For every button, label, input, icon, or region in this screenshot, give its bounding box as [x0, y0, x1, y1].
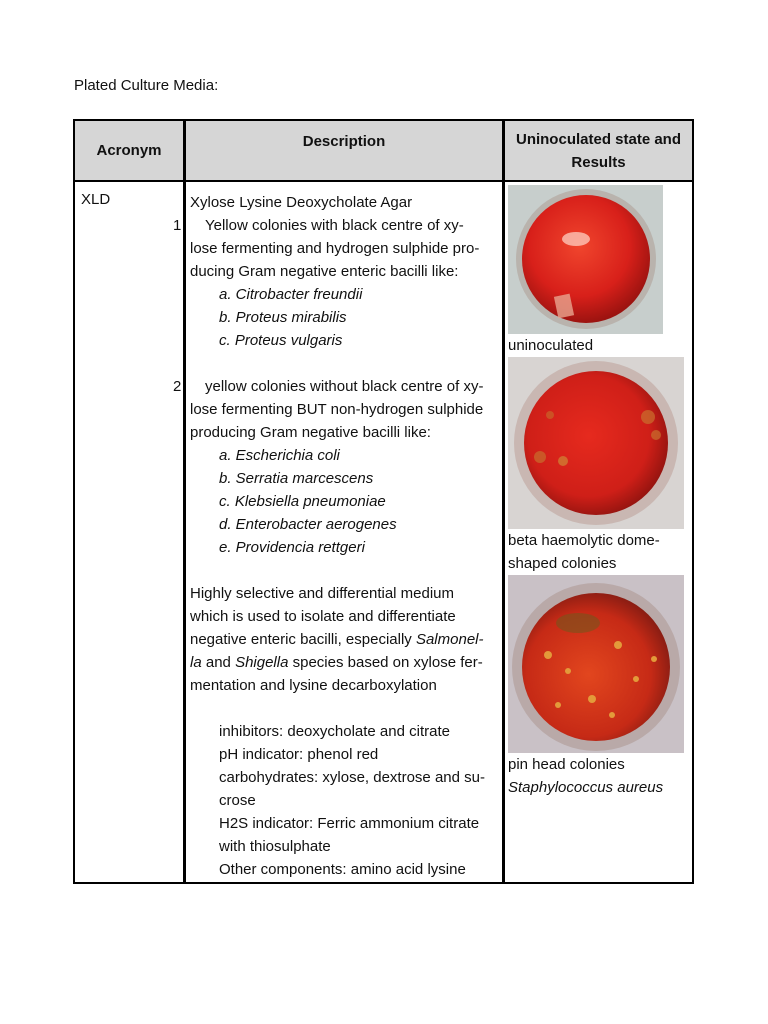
acronym-cell: XLD [81, 191, 111, 208]
point1-line1: 1 Yellow colonies with black centre of xy- [190, 214, 496, 237]
example-organism: a. Citrobacter freundii [219, 286, 363, 303]
point2-line2: lose fermenting BUT non-hydrogen sulphide [190, 401, 484, 418]
results-cell [508, 185, 692, 799]
caption-beta-haemolytic-1: beta haemolytic dome- [508, 532, 660, 549]
pin-head-colonies-plate-photo [508, 575, 684, 753]
point2-line3: producing Gram negative bacilli like: [190, 424, 431, 441]
example-organism: c. Proteus vulgaris [219, 332, 343, 349]
summary-line: which is used to isolate and differentiate [190, 608, 456, 625]
point1-number: 1 [173, 217, 182, 234]
caption-pin-head: pin head colonies [508, 756, 625, 773]
point1-line3: ducing Gram negative enteric bacilli like: [190, 263, 459, 280]
description-cell [173, 191, 496, 881]
component-line: crose [219, 792, 256, 809]
point1-line2: lose fermenting and hydrogen sulphide pro- [190, 240, 480, 257]
column-divider [183, 121, 186, 882]
component-line: with thiosulphate [219, 838, 331, 855]
summary-line: la and Shigella species based on xylose fer- [190, 654, 483, 671]
summary-line: mentation and lysine decarboxylation [190, 677, 437, 694]
point2-line1: 2 yellow colonies without black centre of xy- [190, 375, 496, 398]
component-line: Other components: amino acid lysine [219, 861, 466, 878]
header-results-line1: Uninoculated state and [515, 130, 682, 148]
caption-uninoculated: uninoculated [508, 337, 594, 354]
example-organism: d. Enterobacter aerogenes [219, 516, 397, 533]
component-line: pH indicator: phenol red [219, 746, 379, 763]
culture-media-table [73, 119, 694, 884]
uninoculated-plate-photo [508, 185, 663, 334]
caption-beta-haemolytic-2: shaped colonies [508, 555, 617, 572]
beta-haemolytic-plate-photo [508, 357, 684, 529]
component-line: carbohydrates: xylose, dextrose and su- [219, 769, 485, 786]
table-header-row [75, 121, 692, 182]
medium-title: Xylose Lysine Deoxycholate Agar [190, 194, 413, 211]
component-line: inhibitors: deoxycholate and citrate [219, 723, 450, 740]
header-acronym: Acronym [96, 142, 162, 159]
page-heading: Plated Culture Media: [74, 77, 219, 94]
header-results [505, 121, 692, 180]
header-description: Description [302, 133, 386, 150]
example-organism: b. Serratia marcescens [219, 470, 374, 487]
header-results-line2: Results [571, 153, 626, 171]
example-organism: e. Providencia rettgeri [219, 539, 365, 556]
example-organism: a. Escherichia coli [219, 447, 340, 464]
example-organism: b. Proteus mirabilis [219, 309, 347, 326]
point2-number: 2 [173, 378, 182, 395]
example-organism: c. Klebsiella pneumoniae [219, 493, 386, 510]
summary-line: negative enteric bacilli, especially Salmonel- [190, 631, 484, 648]
summary-line: Highly selective and differential medium [190, 585, 455, 602]
column-divider [502, 121, 505, 882]
component-line: H2S indicator: Ferric ammonium citrate [219, 815, 480, 832]
caption-organism: Staphylococcus aureus [508, 779, 664, 796]
